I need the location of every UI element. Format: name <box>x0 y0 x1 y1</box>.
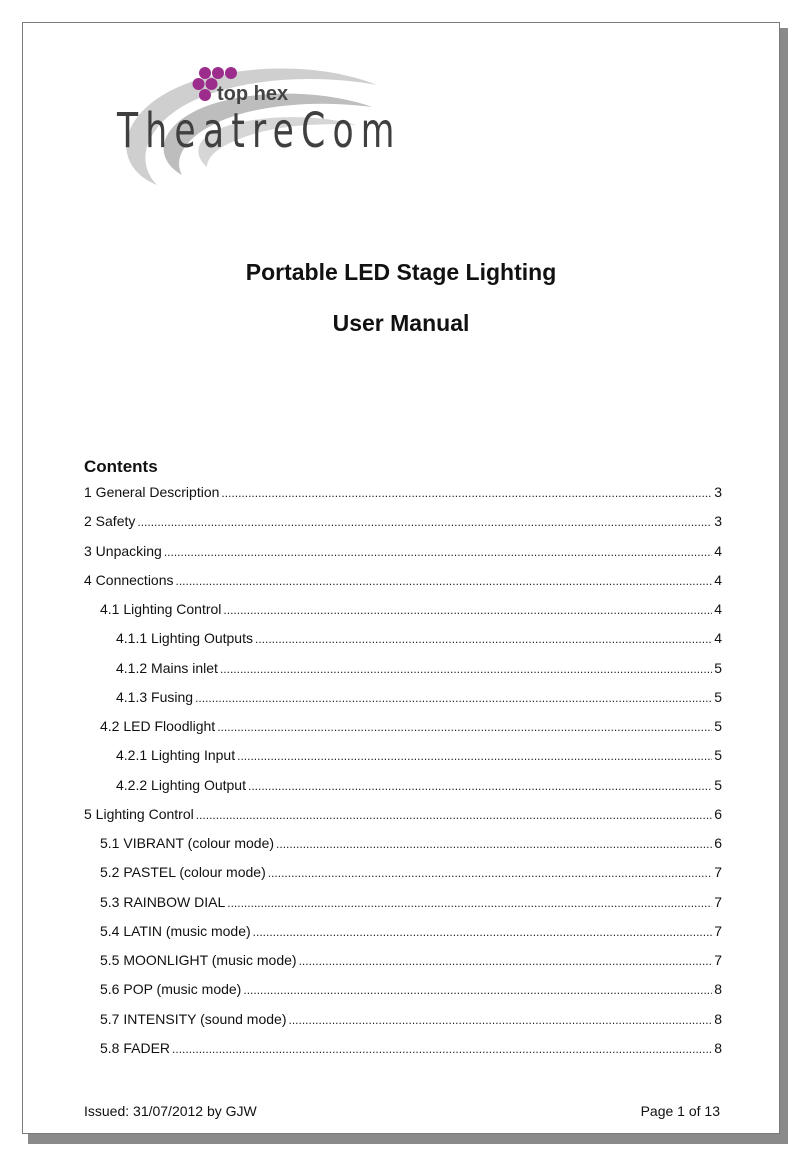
toc-entry-title: 4.2.1 Lighting Input <box>116 747 236 764</box>
toc-entry[interactable] <box>84 833 722 862</box>
toc-entry-title: 4.2 LED Floodlight <box>100 718 216 734</box>
toc-entry[interactable] <box>84 921 722 950</box>
toc-entry[interactable] <box>84 1038 722 1067</box>
toc-entry-title: 4.1.2 Mains inlet <box>116 659 218 676</box>
toc-entry-title: 4.1.3 Fusing <box>116 688 194 705</box>
toc-entry[interactable] <box>84 1009 722 1038</box>
toc-entry-title: 5.4 LATIN (music mode) <box>100 922 251 939</box>
toc-entry-page: 5 <box>714 688 722 705</box>
toc-dot-leader <box>288 1010 712 1030</box>
table-of-contents <box>84 482 722 1067</box>
toc-dot-leader <box>227 893 712 913</box>
toc-dot-leader <box>223 600 712 620</box>
toc-entry[interactable] <box>84 511 722 540</box>
toc-entry[interactable] <box>84 570 722 599</box>
toc-entry[interactable] <box>84 804 722 833</box>
toc-dot-leader <box>176 571 713 591</box>
toc-entry-page: 7 <box>714 922 722 939</box>
toc-entry-title: 5.7 INTENSITY (sound mode) <box>100 1010 287 1027</box>
toc-entry-title: 4 Connections <box>84 571 174 588</box>
toc-entry-page: 3 <box>714 513 722 530</box>
toc-entry[interactable] <box>84 716 722 745</box>
toc-entry-title: 5.3 RAINBOW DIAL <box>100 893 226 910</box>
toc-entry-page: 3 <box>714 484 722 500</box>
toc-entry-page: 5 <box>714 718 722 734</box>
toc-entry[interactable] <box>84 979 722 1008</box>
toc-entry[interactable] <box>84 541 722 570</box>
toc-entry-title: 5.1 VIBRANT (colour mode) <box>100 835 275 851</box>
toc-entry[interactable] <box>84 775 722 804</box>
toc-dot-leader <box>276 834 712 854</box>
footer-issued: Issued: 31/07/2012 by GJW <box>84 1103 257 1119</box>
toc-entry-title: 2 Safety <box>84 513 136 530</box>
toc-entry[interactable] <box>84 950 722 979</box>
toc-entry-page: 4 <box>714 542 722 559</box>
toc-dot-leader <box>299 951 713 971</box>
toc-entry-page: 6 <box>714 805 722 822</box>
toc-entry-page: 6 <box>714 835 722 851</box>
toc-entry[interactable] <box>84 745 722 774</box>
toc-entry[interactable] <box>84 599 722 628</box>
toc-dot-leader <box>248 776 712 796</box>
toc-entry-title: 4.2.2 Lighting Output <box>116 776 246 793</box>
toc-entry[interactable] <box>84 482 722 511</box>
toc-dot-leader <box>268 863 712 883</box>
toc-dot-leader <box>221 483 712 503</box>
toc-entry[interactable] <box>84 628 722 657</box>
toc-entry-page: 4 <box>714 630 722 647</box>
document-page <box>22 22 780 1134</box>
toc-entry-title: 1 General Description <box>84 484 220 500</box>
toc-entry[interactable] <box>84 862 722 891</box>
theatrecom-logo <box>87 45 402 195</box>
footer-page-number: Page 1 of 13 <box>640 1103 720 1119</box>
toc-dot-leader <box>220 659 712 679</box>
toc-entry-page: 4 <box>714 601 722 617</box>
document-subtitle: User Manual <box>332 310 470 336</box>
toc-entry-page: 7 <box>714 893 722 910</box>
toc-entry-page: 8 <box>714 1039 722 1056</box>
toc-dot-leader <box>217 717 712 737</box>
document-title: Portable LED Stage Lighting <box>245 259 557 285</box>
toc-entry-page: 4 <box>714 571 722 588</box>
toc-entry-page: 7 <box>714 864 722 881</box>
toc-entry-title: 5 Lighting Control <box>84 805 194 822</box>
toc-entry-page: 5 <box>714 776 722 793</box>
toc-dot-leader <box>196 805 712 825</box>
toc-dot-leader <box>164 542 712 562</box>
toc-entry-title: 4.1 Lighting Control <box>100 601 222 617</box>
toc-dot-leader <box>237 746 712 766</box>
toc-entry-page: 7 <box>714 952 722 968</box>
toc-entry-page: 5 <box>714 747 722 764</box>
toc-dot-leader <box>255 629 712 649</box>
logo-tagline: top hex <box>217 83 289 105</box>
toc-entry[interactable] <box>84 687 722 716</box>
contents-heading: Contents <box>84 457 158 476</box>
logo-wordmark: TheatreCom <box>117 103 402 159</box>
toc-entry-page: 8 <box>714 1010 722 1027</box>
toc-dot-leader <box>253 922 713 942</box>
toc-entry-title: 4.1.1 Lighting Outputs <box>116 630 253 647</box>
toc-dot-leader <box>137 512 712 532</box>
toc-entry-title: 5.5 MOONLIGHT (music mode) <box>100 952 297 968</box>
toc-entry-title: 3 Unpacking <box>84 542 162 559</box>
toc-dot-leader <box>195 688 712 708</box>
toc-dot-leader <box>243 980 712 1000</box>
toc-entry-title: 5.8 FADER <box>100 1039 171 1056</box>
toc-entry[interactable] <box>84 892 722 921</box>
toc-entry[interactable] <box>84 658 722 687</box>
toc-entry-page: 8 <box>714 981 722 998</box>
toc-dot-leader <box>172 1039 712 1059</box>
toc-entry-title: 5.6 POP (music mode) <box>100 981 242 998</box>
toc-entry-page: 5 <box>714 659 722 676</box>
toc-entry-title: 5.2 PASTEL (colour mode) <box>100 864 266 881</box>
